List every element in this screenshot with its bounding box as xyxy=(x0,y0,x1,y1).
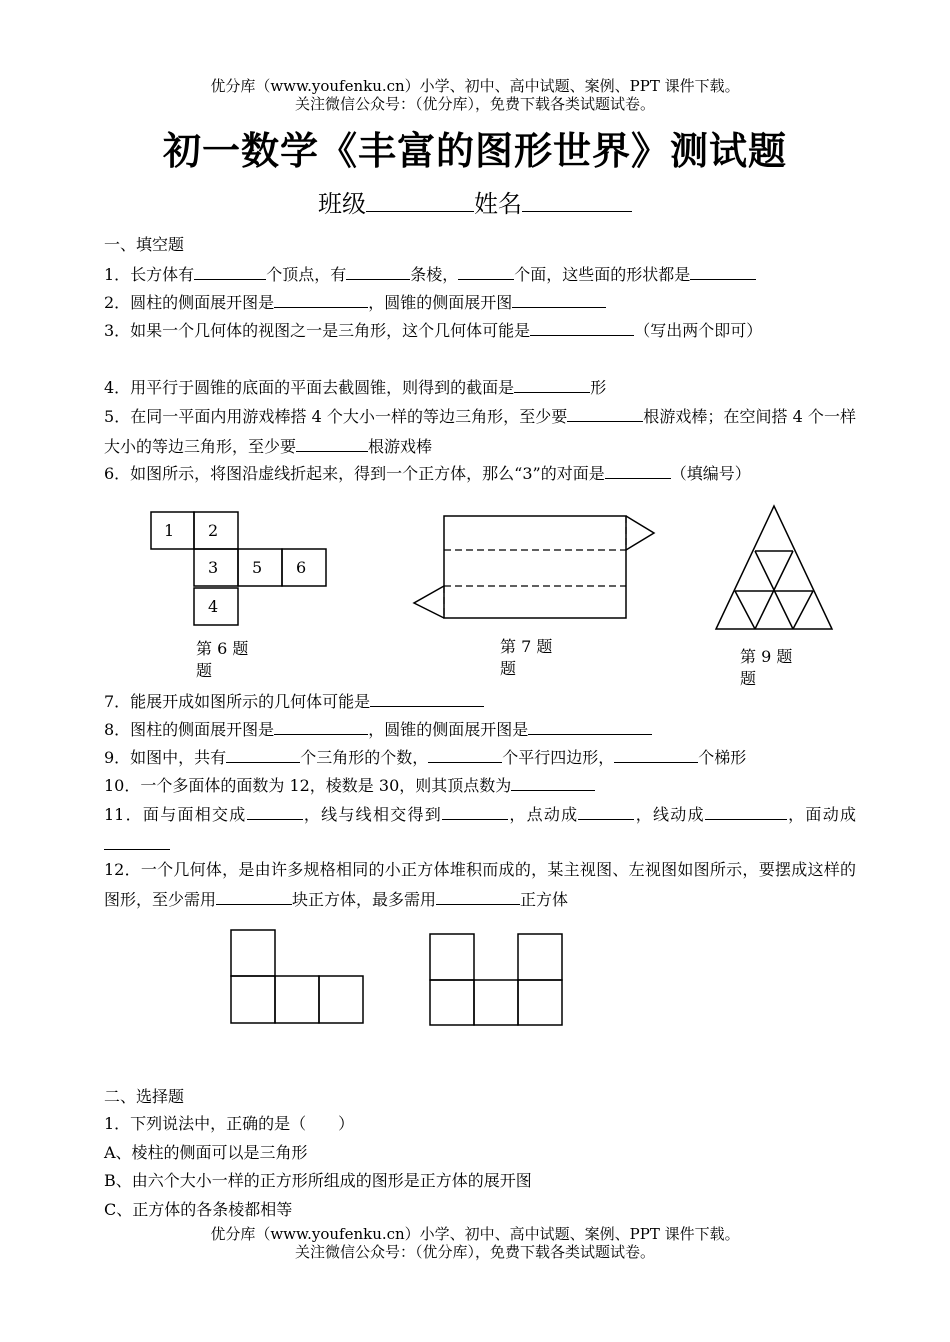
page-title: 初一数学《丰富的图形世界》测试题 xyxy=(162,129,787,173)
section1-heading: 一、填空题 xyxy=(104,235,185,254)
answer-blank[interactable] xyxy=(514,372,590,393)
prism-net-figure xyxy=(410,514,660,624)
answer-blank[interactable] xyxy=(528,714,652,735)
view-square xyxy=(275,976,319,1023)
main-view-figure xyxy=(229,928,369,1028)
answer-blank[interactable] xyxy=(511,770,595,791)
answer-blank[interactable] xyxy=(436,884,520,905)
footer-line-2: 关注微信公众号：（优分库），免费下载各类试题试卷。 xyxy=(294,1243,655,1261)
net-label: 2 xyxy=(208,521,219,540)
question-11: 11．面与面相交成 ，线与线相交得到 ，点动成 ，线动成 ，面动成 xyxy=(104,799,856,859)
student-info xyxy=(0,184,950,219)
answer-blank[interactable] xyxy=(690,259,756,280)
answer-blank[interactable] xyxy=(346,259,410,280)
net-label: 1 xyxy=(164,521,175,540)
answer-blank[interactable] xyxy=(442,799,508,820)
prism-cap-right xyxy=(626,516,654,550)
answer-blank[interactable] xyxy=(428,742,502,763)
fig7-caption: 第 7 题 xyxy=(500,637,553,656)
view-square xyxy=(474,980,518,1025)
view-square xyxy=(518,980,562,1025)
outer-triangle xyxy=(716,506,832,629)
answer-blank[interactable] xyxy=(274,714,368,735)
section2-heading: 二、选择题 xyxy=(104,1087,185,1106)
view-square xyxy=(231,930,275,976)
answer-blank[interactable] xyxy=(216,884,292,905)
question-2: 2．圆柱的侧面展开图是 ，圆锥的侧面展开图 xyxy=(104,287,856,317)
question-10: 10．一个多面体的面数为 12，棱数是 30，则其顶点数为 xyxy=(104,770,856,800)
fig6-caption: 第 6 题 xyxy=(196,639,249,658)
question-5: 5．在同一平面内用游戏棒搭 4 个大小一样的等边三角形，至少要 根游戏棒；在空间搭 4 个一样大小的等边三角形，至少要 根游戏棒 xyxy=(104,401,856,461)
question-8: 8．图柱的侧面展开图是 ，圆锥的侧面展开图是 xyxy=(104,714,856,744)
answer-blank[interactable] xyxy=(247,799,303,820)
left-view-figure xyxy=(428,932,568,1028)
question-7: 7．能展开成如图所示的几何体可能是 xyxy=(104,686,856,716)
class-label: 班级 xyxy=(318,190,366,218)
view-square xyxy=(430,980,474,1025)
question-6: 6．如图所示，将图沿虚线折起来，得到一个正方体，那么“3”的对面是 （填编号） xyxy=(104,458,856,488)
answer-blank[interactable] xyxy=(226,742,300,763)
question-3: 3．如果一个几何体的视图之一是三角形，这个几何体可能是 （写出两个即可） xyxy=(104,315,856,345)
question-9: 9．如图中，共有 个三角形的个数， 个平行四边形， 个梯形 xyxy=(104,742,856,772)
prism-rect xyxy=(444,516,626,618)
answer-blank[interactable] xyxy=(614,742,698,763)
answer-blank[interactable] xyxy=(705,799,787,820)
net-label: 5 xyxy=(252,558,263,577)
answer-blank[interactable] xyxy=(104,829,170,850)
answer-blank[interactable] xyxy=(605,458,671,479)
fig6-caption-2: 题 xyxy=(196,661,213,680)
prism-cap-left xyxy=(414,586,444,618)
answer-blank[interactable] xyxy=(578,799,634,820)
net-label: 3 xyxy=(208,558,219,577)
answer-blank[interactable] xyxy=(194,259,266,280)
question-1: 1．长方体有 个顶点，有 条棱， 个面，这些面的形状都是 xyxy=(104,259,856,289)
question-4: 4．用平行于圆锥的底面的平面去截圆锥，则得到的截面是 形 xyxy=(104,372,856,402)
name-blank[interactable] xyxy=(522,191,632,212)
view-square xyxy=(319,976,363,1023)
option-a[interactable]: A、棱柱的侧面可以是三角形 xyxy=(104,1143,308,1162)
answer-blank[interactable] xyxy=(512,287,606,308)
footer-line-1: 优分库（www.youfenku.cn）小学、初中、高中试题、案例、PPT 课件下载。 xyxy=(210,1225,740,1243)
view-square xyxy=(518,934,562,980)
answer-blank[interactable] xyxy=(370,686,484,707)
cube-net-figure xyxy=(150,511,330,631)
class-blank[interactable] xyxy=(366,191,474,212)
view-square xyxy=(430,934,474,980)
answer-blank[interactable] xyxy=(274,287,368,308)
name-label: 姓名 xyxy=(474,190,522,218)
triangle-grid-figure xyxy=(714,504,838,634)
option-b[interactable]: B、由六个大小一样的正方形所组成的图形是正方体的展开图 xyxy=(104,1171,532,1190)
question-12: 12．一个几何体，是由许多规格相同的小正方体堆积而成的，某主视图、左视图如图所示，要摆成这样的图形，至少需用 块正方体，最多需用 正方体 xyxy=(104,860,856,909)
view-square xyxy=(231,976,275,1023)
option-c[interactable]: C、正方体的各条棱都相等 xyxy=(104,1200,293,1219)
header-line-1: 优分库（www.youfenku.cn）小学、初中、高中试题、案例、PPT 课件下载。 xyxy=(210,77,740,95)
answer-blank[interactable] xyxy=(530,315,634,336)
grid-line xyxy=(793,591,813,629)
fig9-caption: 第 9 题 xyxy=(740,647,793,666)
answer-blank[interactable] xyxy=(296,431,368,452)
header-line-2: 关注微信公众号：（优分库），免费下载各类试题试卷。 xyxy=(294,95,655,113)
choice-question-1: 1．下列说法中，正确的是（ ） xyxy=(104,1114,355,1133)
fig7-caption-2: 题 xyxy=(500,659,517,678)
net-label: 6 xyxy=(296,558,307,577)
fig9-caption-2: 题 xyxy=(740,669,757,688)
grid-line xyxy=(735,591,755,629)
answer-blank[interactable] xyxy=(567,401,643,422)
answer-blank[interactable] xyxy=(458,259,514,280)
net-label: 4 xyxy=(208,597,219,616)
